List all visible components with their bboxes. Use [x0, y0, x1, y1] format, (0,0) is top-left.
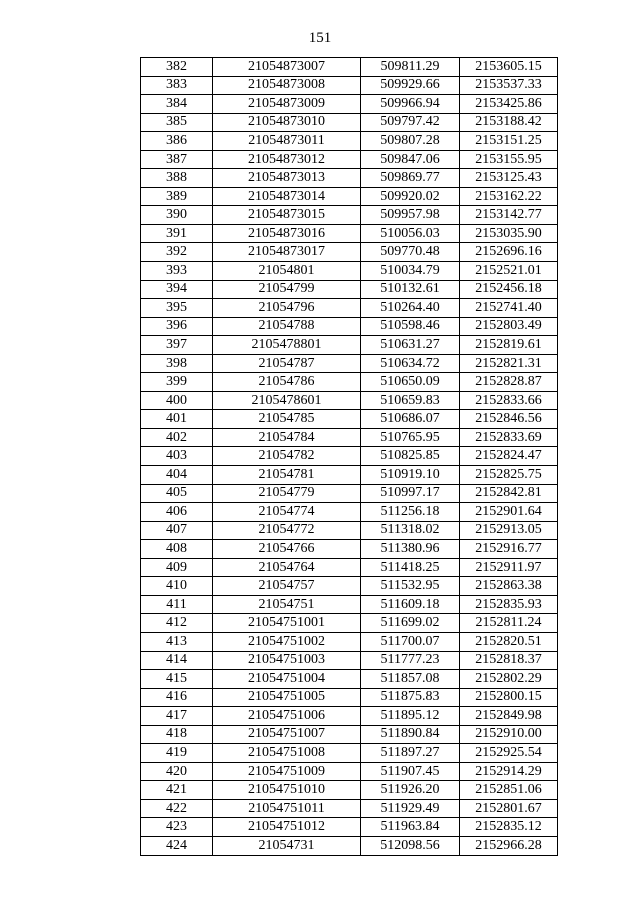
- cell-x: 512098.56: [361, 836, 460, 855]
- cell-y: 2152925.54: [460, 744, 558, 763]
- cell-point-id: 21054751001: [213, 614, 361, 633]
- cell-point-id: 21054788: [213, 317, 361, 336]
- cell-point-id: 21054772: [213, 521, 361, 540]
- cell-point-id: 21054751006: [213, 707, 361, 726]
- cell-point-id: 2105478601: [213, 391, 361, 410]
- table-row: [141, 299, 558, 318]
- cell-index: 393: [141, 262, 213, 281]
- cell-y: 2153162.22: [460, 187, 558, 206]
- cell-point-id: 21054796: [213, 299, 361, 318]
- cell-point-id: 21054873010: [213, 113, 361, 132]
- page-number: 151: [308, 30, 332, 46]
- cell-point-id: 21054731: [213, 836, 361, 855]
- table-row: [141, 521, 558, 540]
- cell-x: 511929.49: [361, 799, 460, 818]
- cell-point-id: 21054873014: [213, 187, 361, 206]
- cell-x: 509811.29: [361, 58, 460, 77]
- cell-x: 511418.25: [361, 558, 460, 577]
- cell-y: 2152820.51: [460, 632, 558, 651]
- table-row: [141, 744, 558, 763]
- cell-point-id: 21054873012: [213, 150, 361, 169]
- cell-x: 509797.42: [361, 113, 460, 132]
- cell-y: 2152833.69: [460, 428, 558, 447]
- cell-index: 420: [141, 762, 213, 781]
- cell-x: 509770.48: [361, 243, 460, 262]
- cell-x: 511699.02: [361, 614, 460, 633]
- cell-point-id: 21054873008: [213, 76, 361, 95]
- cell-y: 2152835.93: [460, 595, 558, 614]
- cell-point-id: 21054751012: [213, 818, 361, 837]
- cell-y: 2152696.16: [460, 243, 558, 262]
- cell-y: 2152901.64: [460, 503, 558, 522]
- table-row: [141, 762, 558, 781]
- cell-x: 510765.95: [361, 428, 460, 447]
- cell-index: 405: [141, 484, 213, 503]
- cell-x: 511926.20: [361, 781, 460, 800]
- table-row: [141, 243, 558, 262]
- cell-index: 409: [141, 558, 213, 577]
- table-row: [141, 651, 558, 670]
- cell-point-id: 21054751011: [213, 799, 361, 818]
- cell-x: 509869.77: [361, 169, 460, 188]
- cell-point-id: 21054757: [213, 577, 361, 596]
- cell-index: 410: [141, 577, 213, 596]
- table-body: [141, 58, 558, 856]
- cell-index: 389: [141, 187, 213, 206]
- cell-index: 408: [141, 540, 213, 559]
- cell-point-id: 21054786: [213, 373, 361, 392]
- cell-y: 2153125.43: [460, 169, 558, 188]
- cell-x: 510034.79: [361, 262, 460, 281]
- table-row: [141, 58, 558, 77]
- cell-index: 413: [141, 632, 213, 651]
- cell-y: 2152818.37: [460, 651, 558, 670]
- cell-y: 2153151.25: [460, 132, 558, 151]
- cell-y: 2152916.77: [460, 540, 558, 559]
- cell-x: 511890.84: [361, 725, 460, 744]
- cell-index: 414: [141, 651, 213, 670]
- cell-index: 416: [141, 688, 213, 707]
- cell-index: 407: [141, 521, 213, 540]
- cell-y: 2152849.98: [460, 707, 558, 726]
- table-row: [141, 540, 558, 559]
- cell-point-id: 21054751009: [213, 762, 361, 781]
- cell-y: 2152863.38: [460, 577, 558, 596]
- table-row: [141, 558, 558, 577]
- cell-point-id: 21054799: [213, 280, 361, 299]
- cell-point-id: 21054764: [213, 558, 361, 577]
- cell-x: 511532.95: [361, 577, 460, 596]
- cell-index: 423: [141, 818, 213, 837]
- cell-x: 510631.27: [361, 336, 460, 355]
- cell-y: 2153155.95: [460, 150, 558, 169]
- cell-point-id: 21054873009: [213, 95, 361, 114]
- cell-index: 399: [141, 373, 213, 392]
- cell-y: 2152835.12: [460, 818, 558, 837]
- table-row: [141, 688, 558, 707]
- table-row: [141, 354, 558, 373]
- cell-point-id: 21054784: [213, 428, 361, 447]
- table-row: [141, 447, 558, 466]
- cell-y: 2152456.18: [460, 280, 558, 299]
- table-row: [141, 280, 558, 299]
- table-row: [141, 113, 558, 132]
- table-row: [141, 614, 558, 633]
- cell-x: 511857.08: [361, 670, 460, 689]
- cell-point-id: 21054751005: [213, 688, 361, 707]
- cell-y: 2152851.06: [460, 781, 558, 800]
- cell-x: 511897.27: [361, 744, 460, 763]
- cell-y: 2152966.28: [460, 836, 558, 855]
- cell-point-id: 21054751003: [213, 651, 361, 670]
- cell-y: 2152825.75: [460, 466, 558, 485]
- table-row: [141, 707, 558, 726]
- cell-index: 394: [141, 280, 213, 299]
- cell-point-id: 21054873007: [213, 58, 361, 77]
- cell-x: 511907.45: [361, 762, 460, 781]
- table-row: [141, 577, 558, 596]
- cell-index: 421: [141, 781, 213, 800]
- cell-point-id: 21054787: [213, 354, 361, 373]
- table-row: [141, 336, 558, 355]
- cell-index: 398: [141, 354, 213, 373]
- cell-x: 511380.96: [361, 540, 460, 559]
- table-row: [141, 428, 558, 447]
- cell-index: 390: [141, 206, 213, 225]
- cell-x: 510997.17: [361, 484, 460, 503]
- table-row: [141, 818, 558, 837]
- cell-y: 2152828.87: [460, 373, 558, 392]
- cell-x: 509929.66: [361, 76, 460, 95]
- cell-y: 2153425.86: [460, 95, 558, 114]
- cell-point-id: 2105478801: [213, 336, 361, 355]
- cell-index: 424: [141, 836, 213, 855]
- cell-y: 2152910.00: [460, 725, 558, 744]
- cell-y: 2152801.67: [460, 799, 558, 818]
- cell-point-id: 21054873015: [213, 206, 361, 225]
- cell-y: 2152821.31: [460, 354, 558, 373]
- table-row: [141, 632, 558, 651]
- cell-x: 510598.46: [361, 317, 460, 336]
- cell-point-id: 21054782: [213, 447, 361, 466]
- cell-index: 415: [141, 670, 213, 689]
- cell-y: 2152911.97: [460, 558, 558, 577]
- cell-index: 397: [141, 336, 213, 355]
- cell-index: 383: [141, 76, 213, 95]
- cell-index: 404: [141, 466, 213, 485]
- cell-x: 509966.94: [361, 95, 460, 114]
- cell-x: 510659.83: [361, 391, 460, 410]
- cell-index: 385: [141, 113, 213, 132]
- cell-y: 2153605.15: [460, 58, 558, 77]
- cell-point-id: 21054873011: [213, 132, 361, 151]
- table-row: [141, 836, 558, 855]
- cell-y: 2152833.66: [460, 391, 558, 410]
- cell-x: 511875.83: [361, 688, 460, 707]
- table-row: [141, 410, 558, 429]
- table-row: [141, 169, 558, 188]
- cell-x: 510056.03: [361, 224, 460, 243]
- cell-index: 419: [141, 744, 213, 763]
- cell-index: 384: [141, 95, 213, 114]
- cell-y: 2152842.81: [460, 484, 558, 503]
- cell-point-id: 21054873017: [213, 243, 361, 262]
- cell-index: 418: [141, 725, 213, 744]
- cell-index: 391: [141, 224, 213, 243]
- cell-index: 417: [141, 707, 213, 726]
- cell-x: 511963.84: [361, 818, 460, 837]
- cell-x: 511256.18: [361, 503, 460, 522]
- table-row: [141, 187, 558, 206]
- cell-index: 395: [141, 299, 213, 318]
- cell-index: 382: [141, 58, 213, 77]
- cell-x: 510686.07: [361, 410, 460, 429]
- cell-y: 2152800.15: [460, 688, 558, 707]
- cell-y: 2152824.47: [460, 447, 558, 466]
- table-row: [141, 799, 558, 818]
- table-row: [141, 484, 558, 503]
- cell-y: 2152802.29: [460, 670, 558, 689]
- cell-x: 510634.72: [361, 354, 460, 373]
- cell-index: 412: [141, 614, 213, 633]
- cell-point-id: 21054751008: [213, 744, 361, 763]
- cell-x: 510919.10: [361, 466, 460, 485]
- table-row: [141, 150, 558, 169]
- cell-index: 387: [141, 150, 213, 169]
- table-row: [141, 503, 558, 522]
- cell-index: 400: [141, 391, 213, 410]
- cell-x: 510264.40: [361, 299, 460, 318]
- cell-y: 2153035.90: [460, 224, 558, 243]
- cell-index: 401: [141, 410, 213, 429]
- cell-point-id: 21054801: [213, 262, 361, 281]
- table-row: [141, 670, 558, 689]
- table-row: [141, 262, 558, 281]
- table-row: [141, 206, 558, 225]
- table-row: [141, 466, 558, 485]
- table-row: [141, 373, 558, 392]
- cell-y: 2152521.01: [460, 262, 558, 281]
- cell-y: 2152846.56: [460, 410, 558, 429]
- cell-y: 2152819.61: [460, 336, 558, 355]
- cell-x: 510650.09: [361, 373, 460, 392]
- cell-x: 509920.02: [361, 187, 460, 206]
- cell-index: 386: [141, 132, 213, 151]
- table-row: [141, 725, 558, 744]
- cell-index: 396: [141, 317, 213, 336]
- cell-index: 411: [141, 595, 213, 614]
- cell-point-id: 21054779: [213, 484, 361, 503]
- cell-point-id: 21054873013: [213, 169, 361, 188]
- cell-point-id: 21054751007: [213, 725, 361, 744]
- cell-y: 2152914.29: [460, 762, 558, 781]
- cell-point-id: 21054781: [213, 466, 361, 485]
- cell-index: 402: [141, 428, 213, 447]
- table-row: [141, 781, 558, 800]
- cell-index: 403: [141, 447, 213, 466]
- cell-x: 511777.23: [361, 651, 460, 670]
- cell-point-id: 21054785: [213, 410, 361, 429]
- cell-x: 510132.61: [361, 280, 460, 299]
- cell-y: 2153537.33: [460, 76, 558, 95]
- table-row: [141, 76, 558, 95]
- cell-x: 509957.98: [361, 206, 460, 225]
- cell-index: 388: [141, 169, 213, 188]
- table-row: [141, 132, 558, 151]
- cell-point-id: 21054766: [213, 540, 361, 559]
- cell-x: 511895.12: [361, 707, 460, 726]
- table-row: [141, 95, 558, 114]
- cell-x: 509847.06: [361, 150, 460, 169]
- table-row: [141, 391, 558, 410]
- table-row: [141, 317, 558, 336]
- cell-y: 2152803.49: [460, 317, 558, 336]
- cell-point-id: 21054751002: [213, 632, 361, 651]
- cell-y: 2153188.42: [460, 113, 558, 132]
- cell-index: 392: [141, 243, 213, 262]
- coordinates-table: [140, 57, 558, 856]
- cell-x: 509807.28: [361, 132, 460, 151]
- cell-x: 511609.18: [361, 595, 460, 614]
- cell-point-id: 21054751010: [213, 781, 361, 800]
- cell-index: 422: [141, 799, 213, 818]
- cell-y: 2152741.40: [460, 299, 558, 318]
- cell-point-id: 21054873016: [213, 224, 361, 243]
- cell-x: 511700.07: [361, 632, 460, 651]
- cell-point-id: 21054751004: [213, 670, 361, 689]
- cell-y: 2152913.05: [460, 521, 558, 540]
- cell-x: 511318.02: [361, 521, 460, 540]
- cell-point-id: 21054774: [213, 503, 361, 522]
- table-row: [141, 224, 558, 243]
- table-row: [141, 595, 558, 614]
- cell-y: 2153142.77: [460, 206, 558, 225]
- cell-index: 406: [141, 503, 213, 522]
- cell-x: 510825.85: [361, 447, 460, 466]
- cell-y: 2152811.24: [460, 614, 558, 633]
- cell-point-id: 21054751: [213, 595, 361, 614]
